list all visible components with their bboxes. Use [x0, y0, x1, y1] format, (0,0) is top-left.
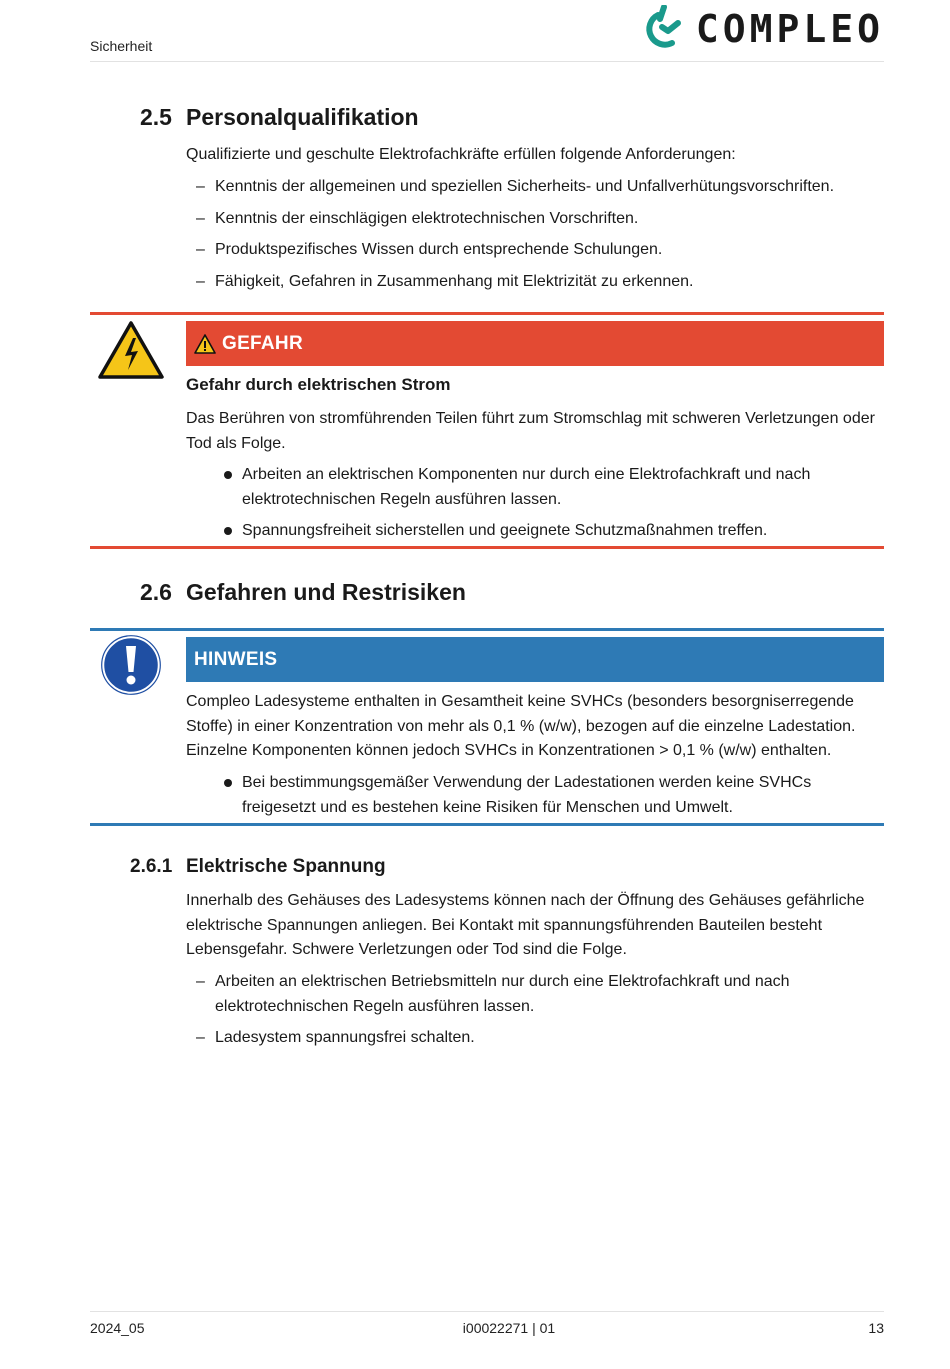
notice-banner: [186, 637, 884, 682]
mandatory-notice-icon: [101, 635, 161, 700]
section-number: 2.6: [140, 579, 172, 605]
danger-text: Das Berühren von stromführenden Teilen führt zum Stromschlag mit schweren Verletzungen oder Tod als Folge.: [186, 410, 875, 452]
notice-list: [222, 771, 886, 827]
list-item: – Produktspezifisches Wissen durch entsprechende Schulungen.: [196, 238, 886, 263]
section-number: 2.6.1: [130, 856, 173, 877]
running-header: Sicherheit: [90, 38, 153, 54]
section-intro: Qualifizierte und geschulte Elektrofachkräfte erfüllen folgende Anforderungen:: [186, 146, 736, 163]
voltage-measures-list: [196, 970, 886, 1058]
section-heading-2-6: [140, 579, 466, 606]
list-item: – Ladesystem spannungsfrei schalten.: [196, 1026, 886, 1051]
section-title: Personalqualifikation: [186, 104, 419, 130]
footer-doc-id: i00022271 | 01: [462, 1320, 556, 1336]
danger-measures-list: [222, 463, 886, 551]
section-number: 2.5: [140, 104, 172, 130]
section-heading-2-5: [140, 104, 419, 131]
list-item: – Fähigkeit, Gefahren in Zusammenhang mit Elektrizität zu erkennen.: [196, 270, 886, 295]
footer-date: 2024_05: [90, 1320, 145, 1336]
danger-title: Gefahr durch elektrischen Strom: [186, 375, 451, 394]
notice-label: HINWEIS: [194, 648, 278, 670]
danger-banner: [186, 321, 884, 366]
section-text: Innerhalb des Gehäuses des Ladesystems können nach der Öffnung des Gehäuses gefährliche elektrische Spannungen anliegen. Bei Kontakt mit spannungsführenden Bauteilen besteht Lebensgefahr. Schwere Verletzungen oder Tod sind die Folge.: [186, 892, 865, 958]
list-item: Bei bestimmungsgemäßer Verwendung der Ladestationen werden keine SVHCs freigesetzt und es bestehen keine Risiken für Menschen und Umwelt.: [222, 771, 886, 820]
list-item: – Kenntnis der allgemeinen und speziellen Sicherheits- und Unfallverhütungsvorschriften.: [196, 175, 886, 200]
danger-label: GEFAHR: [222, 332, 303, 354]
footer-divider: [90, 1311, 884, 1312]
section-title: Elektrische Spannung: [186, 856, 386, 877]
danger-bottom-rule: [90, 546, 884, 549]
notice-text: Compleo Ladesysteme enthalten in Gesamtheit keine SVHCs (besonders besorgniserregende Stoffe) in einer Konzentration von mehr als 0,1 % (w/w), bezogen auf die einzelne Ladestation. Einzelne Komponenten können jedoch SVHCs in Konzentrationen > 0,1 % (w/w) enthalten.: [186, 693, 856, 759]
list-item: Arbeiten an elektrischen Komponenten nur durch eine Elektrofachkraft und nach elektrotechnischen Regeln ausführen lassen.: [222, 463, 886, 512]
list-item: – Arbeiten an elektrischen Betriebsmitteln nur durch eine Elektrofachkraft und nach elektrotechnischen Regeln ausführen lassen.: [196, 970, 886, 1019]
page-number: 13: [868, 1320, 884, 1336]
section-heading-2-6-1: [130, 856, 386, 878]
list-item: Spannungsfreiheit sicherstellen und geeignete Schutzmaßnahmen treffen.: [222, 519, 886, 544]
section-title: Gefahren und Restrisiken: [186, 579, 466, 605]
logo-wordmark: COMPLEO: [695, 7, 884, 51]
header-divider: [90, 61, 884, 62]
notice-top-rule: [90, 628, 884, 631]
list-item: – Kenntnis der einschlägigen elektrotechnischen Vorschriften.: [196, 207, 886, 232]
electric-hazard-icon: [97, 320, 165, 385]
danger-top-rule: [90, 312, 884, 315]
compleo-logo-icon: [638, 5, 686, 53]
qualification-list: [196, 175, 886, 301]
compleo-logo: [638, 4, 884, 54]
warning-triangle-icon: [194, 334, 216, 354]
notice-bottom-rule: [90, 823, 884, 826]
